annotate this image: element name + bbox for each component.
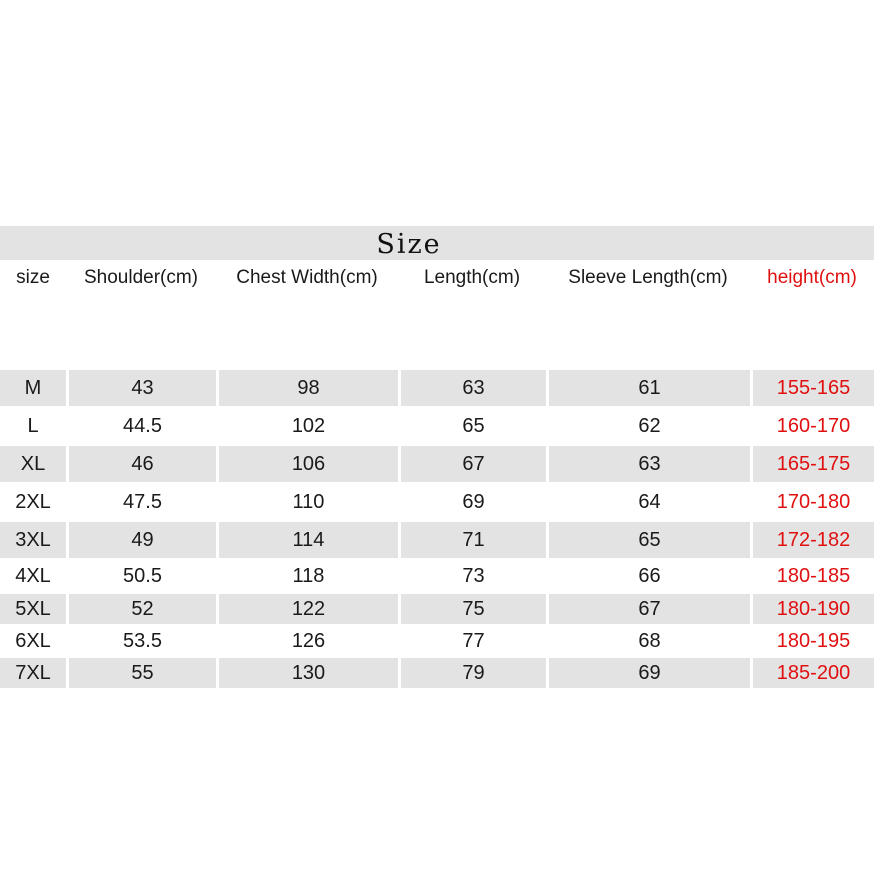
cell-chest-width: 98 [216, 370, 398, 406]
table-row [0, 408, 874, 444]
cell-height: 185-200 [750, 658, 874, 688]
cell-chest-width: 106 [216, 446, 398, 482]
cell-length: 73 [398, 560, 546, 592]
cell-sleeve-length: 65 [546, 522, 750, 558]
cell-length: 69 [398, 484, 546, 520]
cell-size: 3XL [0, 522, 66, 558]
cell-sleeve-length: 62 [546, 408, 750, 444]
cell-sleeve-length: 69 [546, 658, 750, 688]
cell-height: 180-195 [750, 626, 874, 656]
cell-height: 165-175 [750, 446, 874, 482]
cell-shoulder: 46 [66, 446, 216, 482]
cell-sleeve-length: 61 [546, 370, 750, 406]
cell-height: 180-190 [750, 594, 874, 624]
table-row [0, 626, 874, 656]
cell-shoulder: 43 [66, 370, 216, 406]
cell-height: 180-185 [750, 560, 874, 592]
cell-height: 155-165 [750, 370, 874, 406]
cell-height: 160-170 [750, 408, 874, 444]
header-shoulder: Shoulder(cm) [66, 260, 216, 296]
cell-shoulder: 49 [66, 522, 216, 558]
header-size: size [0, 260, 66, 296]
cell-shoulder: 44.5 [66, 408, 216, 444]
cell-chest-width: 130 [216, 658, 398, 688]
cell-length: 65 [398, 408, 546, 444]
table-row [0, 484, 874, 520]
table-row [0, 560, 874, 592]
cell-chest-width: 110 [216, 484, 398, 520]
table-row [0, 594, 874, 624]
cell-length: 77 [398, 626, 546, 656]
cell-sleeve-length: 67 [546, 594, 750, 624]
header-length: Length(cm) [398, 260, 546, 296]
table-row [0, 370, 874, 406]
cell-sleeve-length: 63 [546, 446, 750, 482]
size-chart-table [0, 226, 874, 688]
cell-sleeve-length: 66 [546, 560, 750, 592]
cell-chest-width: 102 [216, 408, 398, 444]
cell-size: XL [0, 446, 66, 482]
cell-shoulder: 52 [66, 594, 216, 624]
cell-chest-width: 126 [216, 626, 398, 656]
table-row [0, 446, 874, 482]
chart-title: Size [376, 229, 442, 260]
cell-height: 170-180 [750, 484, 874, 520]
cell-size: 7XL [0, 658, 66, 688]
cell-length: 67 [398, 446, 546, 482]
cell-shoulder: 55 [66, 658, 216, 688]
header-sleeve-length: Sleeve Length(cm) [546, 260, 750, 296]
cell-length: 71 [398, 522, 546, 558]
cell-chest-width: 118 [216, 560, 398, 592]
cell-sleeve-length: 64 [546, 484, 750, 520]
cell-size: 6XL [15, 629, 51, 652]
cell-sleeve-length: 68 [546, 626, 750, 656]
cell-chest-width: 122 [216, 594, 398, 624]
table-row [0, 522, 874, 558]
header-spacer [0, 296, 874, 370]
table-body [0, 370, 874, 688]
cell-chest-width: 114 [216, 522, 398, 558]
header-row [0, 260, 874, 296]
cell-size: 5XL [0, 594, 66, 624]
cell-size: L [27, 414, 39, 437]
cell-shoulder: 47.5 [66, 484, 216, 520]
cell-shoulder: 53.5 [66, 626, 216, 656]
cell-length: 63 [398, 370, 546, 406]
header-chest-width: Chest Width(cm) [216, 260, 398, 296]
cell-length: 75 [398, 594, 546, 624]
cell-length: 79 [398, 658, 546, 688]
cell-shoulder: 50.5 [66, 560, 216, 592]
cell-size: M [0, 370, 66, 406]
cell-height: 172-182 [750, 522, 874, 558]
table-row [0, 658, 874, 688]
title-band [0, 226, 874, 260]
cell-size: 2XL [15, 490, 51, 513]
header-height: height(cm) [750, 260, 874, 296]
cell-size: 4XL [15, 564, 51, 587]
